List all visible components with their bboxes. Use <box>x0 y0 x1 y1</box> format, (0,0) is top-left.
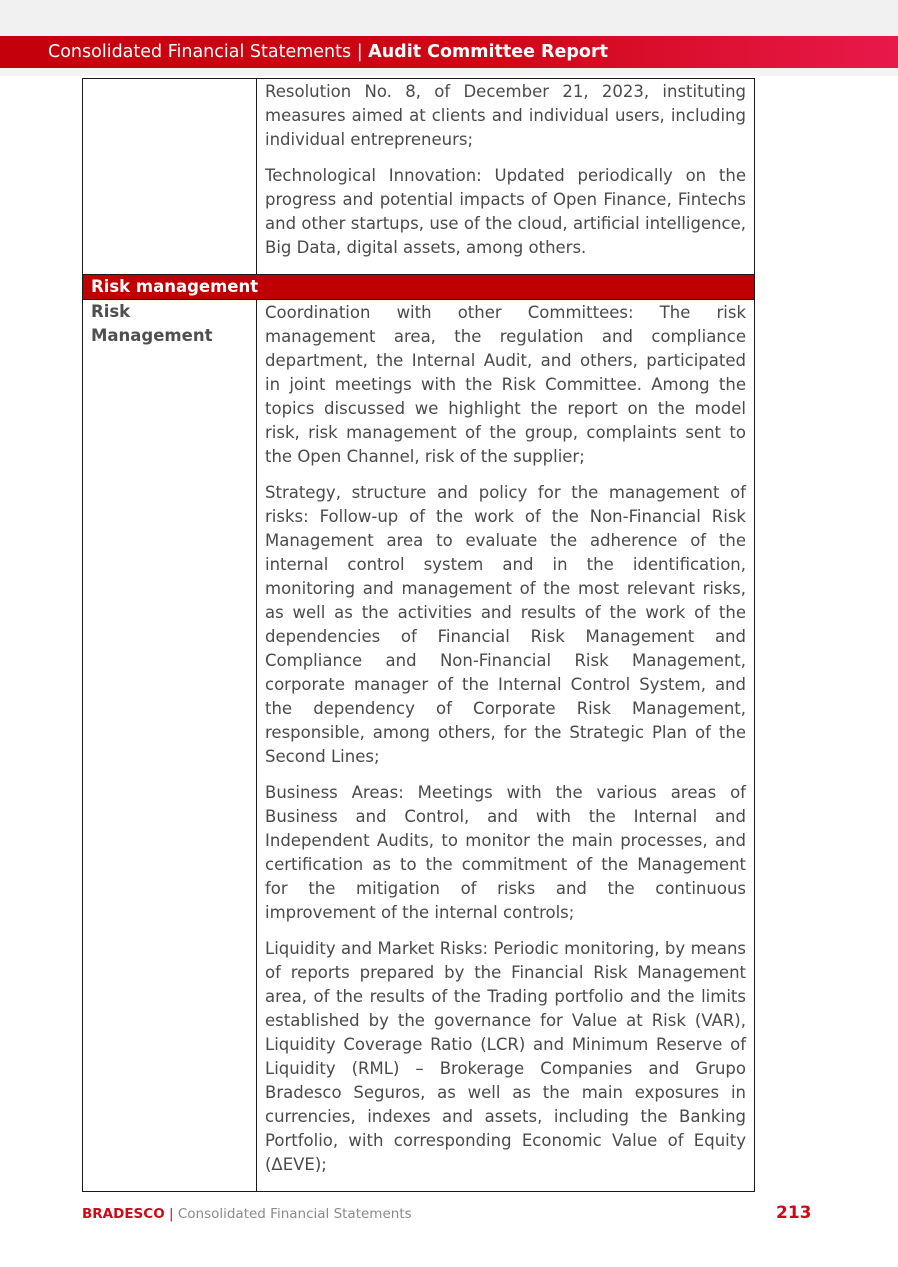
page-number: 213 <box>776 1203 812 1223</box>
committee-table <box>82 78 755 1192</box>
paragraph-coordination: Coordination with other Committees: The risk management area, the regulation and compliance department, the Internal Audit, and others, participated in joint meetings with the Risk Committee. Among the topics discussed we highlight the report on the model risk, risk management of the group, complaints sent to the Open Channel, risk of the supplier; <box>265 303 746 466</box>
paragraph-liquidity-market: Liquidity and Market Risks: Periodic monitoring, by means of reports prepared by the Financial Risk Management area, of the results of the Trading portfolio and the limits established by the governance for Value at Risk (VAR), Liquidity Coverage Ratio (LCR) and Minimum Reserve of Liquidity (RML) – Brokerage Companies and Grupo Bradesco Seguros, as well as the main exposures in currencies, indexes and assets, including the Banking Portfolio, with corresponding Economic Value of Equity (ΔEVE); <box>265 939 746 1174</box>
risk-management-row <box>83 300 755 1192</box>
paragraph-technological-innovation: Technological Innovation: Updated periodically on the progress and potential impacts of Open Finance, Fintechs and other startups, use of the cloud, artificial intelligence, Big Data, digital assets, among others. <box>265 166 746 257</box>
continued-row-content <box>257 79 755 275</box>
header-section: Consolidated Financial Statements <box>48 42 352 62</box>
footer-text: Consolidated Financial Statements <box>177 1206 412 1222</box>
footer <box>82 1206 412 1222</box>
footer-brand: BRADESCO <box>82 1206 165 1222</box>
header-shadow <box>0 68 898 76</box>
paragraph-strategy: Strategy, structure and policy for the management of risks: Follow-up of the work of the Non-Financial Risk Management area to evaluate the adherence of the internal control system and in the identification, monitoring and management of the most relevant risks, as well as the activities and results of the work of the dependencies of Financial Risk Management and Compliance and Non-Financial Risk Management, corporate manager of the Internal Control System, and the dependency of Corporate Risk Management, responsible, among others, for the Strategic Plan of the Second Lines; <box>265 483 746 766</box>
risk-management-label: Risk Management <box>91 302 213 345</box>
header-title: Audit Committee Report <box>368 42 608 62</box>
paragraph-business-areas: Business Areas: Meetings with the various areas of Business and Control, and with the Internal and Independent Audits, to monitor the main processes, and certification as to the commitment of the Management for the mitigation of risks and the continuous improvement of the internal controls; <box>265 783 746 922</box>
continued-row-label <box>83 79 257 275</box>
risk-management-content <box>257 300 755 1192</box>
risk-management-label-cell <box>83 300 257 1192</box>
header-banner <box>0 36 898 68</box>
continued-row <box>83 79 755 275</box>
section-heading: Risk management <box>83 275 755 300</box>
section-heading-row <box>83 275 755 300</box>
header-separator: | <box>356 42 363 62</box>
paragraph-resolution: Resolution No. 8, of December 21, 2023, instituting measures aimed at clients and individual users, including individual entrepreneurs; <box>265 82 746 149</box>
top-strip <box>0 0 898 36</box>
footer-separator: | <box>168 1206 174 1222</box>
